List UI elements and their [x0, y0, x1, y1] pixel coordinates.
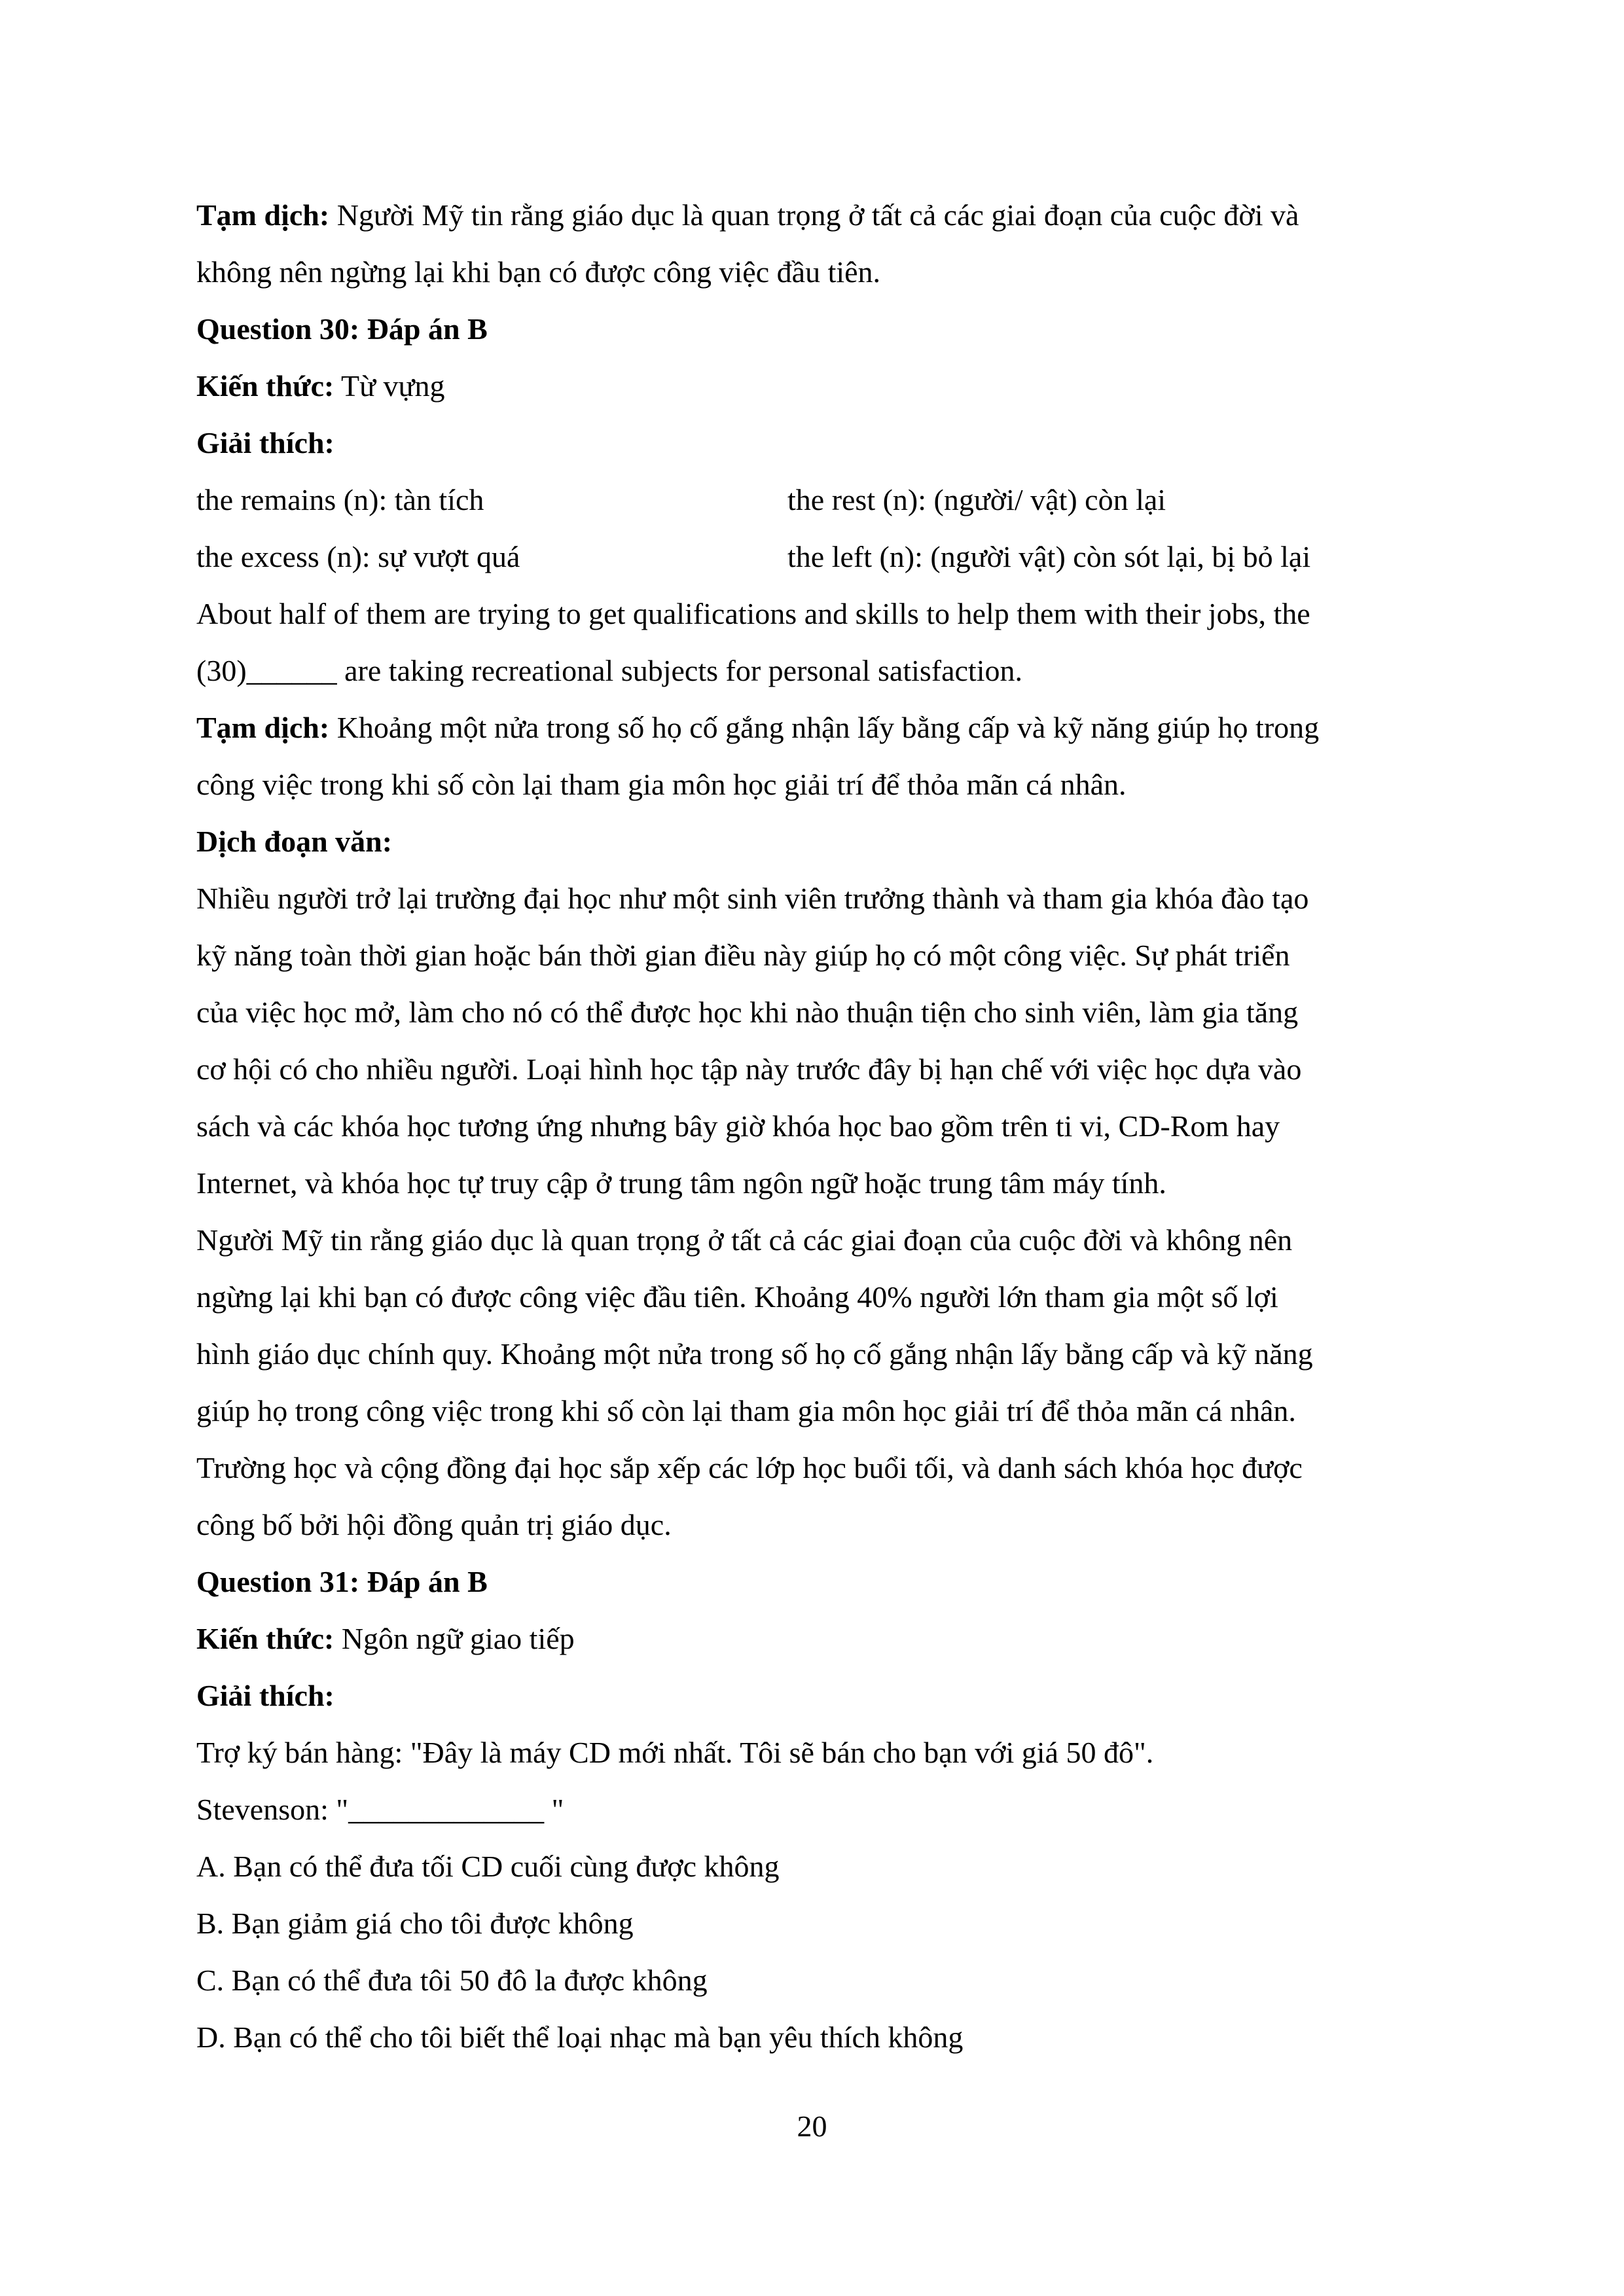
- paragraph-line: Internet, và khóa học tự truy cập ở trung tâm ngôn ngữ hoặc trung tâm máy tính.: [196, 1166, 1166, 1200]
- paragraph-line: ngừng lại khi bạn có được công việc đầu tiên. Khoảng 40% người lớn tham gia một số lợi: [196, 1280, 1278, 1314]
- paragraph-line: kỹ năng toàn thời gian hoặc bán thời gian điều này giúp họ có một công việc. Sự phát triển: [196, 939, 1290, 972]
- translation-text: Khoảng một nửa trong số họ cố gắng nhận lấy bằng cấp và kỹ năng giúp họ trong: [329, 711, 1320, 744]
- vocab-row: [196, 528, 1428, 585]
- explanation-label: Giải thích:: [196, 1679, 334, 1712]
- translation-line: công việc trong khi số còn lại tham gia môn học giải trí để thỏa mãn cá nhân.: [196, 768, 1127, 801]
- paragraph-line: Nhiều người trở lại trường đại học như một sinh viên trưởng thành và tham gia khóa đào tạo: [196, 882, 1309, 915]
- vocab-row: [196, 471, 1428, 528]
- translation-text: Người Mỹ tin rằng giáo dục là quan trọng ở tất cả các giai đoạn của cuộc đời và: [329, 198, 1299, 232]
- translation-label: Tạm dịch:: [196, 198, 330, 232]
- vocab-right: the rest (n): (người/ vật) còn lại: [787, 483, 1166, 516]
- page-number: 20: [797, 2109, 827, 2143]
- vocab-left: the excess (n): sự vượt quá: [196, 540, 520, 573]
- knowledge-line: [196, 357, 1428, 414]
- answer-option-c: C. Bạn có thể đưa tôi 50 đô la được không: [196, 1964, 708, 1997]
- passage-translation-label: Dịch đoạn văn:: [196, 825, 393, 858]
- question-31-heading: Question 31: Đáp án B: [196, 1565, 488, 1598]
- vocab-right: the left (n): (người vật) còn sót lại, bị bỏ lại: [787, 540, 1311, 573]
- paragraph-line: sách và các khóa học tương ứng nhưng bây giờ khóa học bao gồm trên ti vi, CD-Rom hay: [196, 1109, 1280, 1143]
- passage-line: (30)______ are taking recreational subjects for personal satisfaction.: [196, 654, 1022, 687]
- answer-option-d: D. Bạn có thể cho tôi biết thể loại nhạc mà bạn yêu thích không: [196, 2020, 964, 2054]
- translation-label: Tạm dịch:: [196, 711, 330, 744]
- translation-line: không nên ngừng lại khi bạn có được công việc đầu tiên.: [196, 255, 881, 289]
- paragraph-line: Trường học và cộng đồng đại học sắp xếp các lớp học buổi tối, và danh sách khóa học được: [196, 1451, 1303, 1484]
- dialogue-line: Trợ ký bán hàng: "Đây là máy CD mới nhất. Tôi sẽ bán cho bạn với giá 50 đô".: [196, 1736, 1154, 1769]
- knowledge-line: [196, 1610, 1428, 1667]
- paragraph-line: Người Mỹ tin rằng giáo dục là quan trọng ở tất cả các giai đoạn của cuộc đời và không nên: [196, 1223, 1293, 1257]
- explanation-label: Giải thích:: [196, 426, 334, 459]
- dialogue-line: Stevenson: "_____________ ": [196, 1793, 564, 1826]
- paragraph-line: của việc học mở, làm cho nó có thể được học khi nào thuận tiện cho sinh viên, làm gia tăng: [196, 996, 1299, 1029]
- translation-line: [196, 187, 1428, 243]
- paragraph-line: hình giáo dục chính quy. Khoảng một nửa trong số họ cố gắng nhận lấy bằng cấp và kỹ năng: [196, 1337, 1313, 1371]
- paragraph-line: cơ hội có cho nhiều người. Loại hình học tập này trước đây bị hạn chế với việc học dựa vào: [196, 1052, 1302, 1086]
- document-page: [196, 187, 1428, 2066]
- vocab-left: the remains (n): tàn tích: [196, 483, 484, 516]
- knowledge-label: Kiến thức:: [196, 369, 334, 403]
- knowledge-value: Ngôn ngữ giao tiếp: [334, 1622, 575, 1655]
- knowledge-label: Kiến thức:: [196, 1622, 334, 1655]
- answer-option-a: A. Bạn có thể đưa tối CD cuối cùng được không: [196, 1850, 780, 1883]
- paragraph-line: công bố bởi hội đồng quản trị giáo dục.: [196, 1508, 672, 1541]
- translation-line: [196, 699, 1428, 756]
- passage-line: About half of them are trying to get qualifications and skills to help them with their jobs, the: [196, 597, 1310, 630]
- answer-option-b: B. Bạn giảm giá cho tôi được không: [196, 1907, 634, 1940]
- question-30-heading: Question 30: Đáp án B: [196, 312, 488, 346]
- paragraph-line: giúp họ trong công việc trong khi số còn lại tham gia môn học giải trí để thỏa mãn cá nhân.: [196, 1394, 1296, 1427]
- knowledge-value: Từ vựng: [334, 369, 445, 403]
